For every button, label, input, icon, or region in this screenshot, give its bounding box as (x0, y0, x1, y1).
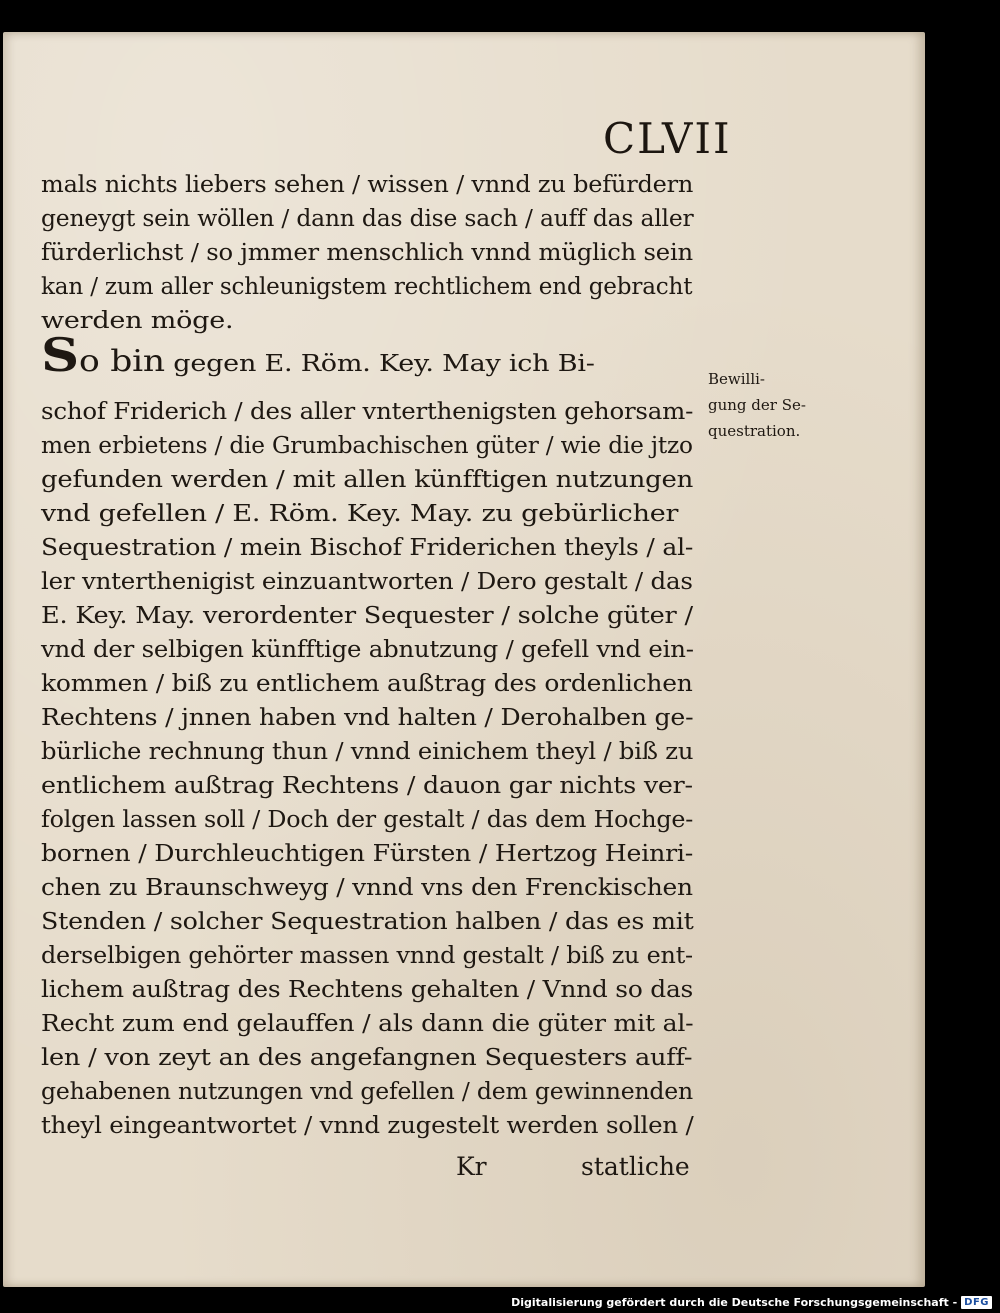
drop-initial: S (41, 328, 79, 382)
credit-text: Digitalisierung gefördert durch die Deutsche Forschungsgemeinschaft - (511, 1296, 958, 1309)
text-line: Stenden / solcher Sequestration halben / das es mit (41, 907, 694, 935)
folio-number: CLVII (603, 114, 732, 163)
text-line: entlichem außtrag Rechtens / dauon gar nichts ver- (41, 771, 693, 799)
paragraph-first-line (41, 328, 595, 382)
catchword: statliche (581, 1152, 690, 1181)
text-line: ler vnterthenigist einzuantworten / Dero gestalt / das (41, 567, 693, 595)
text-line: vnd gefellen / E. Röm. Key. May. zu gebürlicher (41, 499, 679, 527)
text-line: werden möge. (41, 306, 234, 334)
text-line: Recht zum end gelauffen / als dann die güter mit al- (41, 1009, 694, 1037)
book-page (3, 32, 925, 1287)
text-line: fürderlichst / so jmmer menschlich vnnd müglich sein (41, 238, 693, 266)
text-line: gefunden werden / mit allen künfftigen nutzungen (41, 465, 694, 493)
text-line: bornen / Durchleuchtigen Fürsten / Hertzog Heinri- (41, 839, 694, 867)
text-line: Rechtens / jnnen haben vnd halten / Derohalben ge- (41, 703, 694, 731)
text-line: lichem außtrag des Rechtens gehalten / Vnnd so das (41, 975, 694, 1003)
text-line: mals nichts liebers sehen / wissen / vnnd zu befürdern (41, 170, 694, 198)
text-line: kommen / biß zu entlichem außtrag des ordenlichen (41, 669, 693, 697)
text-line: geneygt sein wöllen / dann das dise sach / auff das aller (41, 204, 694, 232)
first-line-rest: gegen E. Röm. Key. May ich Bi- (164, 349, 595, 377)
text-line: folgen lassen soll / Doch der gestalt / das dem Hochge- (41, 805, 694, 833)
text-line: theyl eingeantwortet / vnnd zugestelt werden sollen / (41, 1111, 694, 1139)
text-line: derselbigen gehörter massen vnnd gestalt / biß zu ent- (41, 941, 693, 969)
margin-note-line: Bewilli- (708, 370, 765, 388)
text-line: vnd der selbigen künfftige abnutzung / gefell vnd ein- (41, 635, 694, 663)
text-line: schof Friderich / des aller vnterthenigsten gehorsam- (41, 397, 694, 425)
margin-note-line: questration. (708, 422, 801, 440)
text-line: Sequestration / mein Bischof Friderichen theyls / al- (41, 533, 694, 561)
text-line: men erbietens / die Grumbachischen güter / wie die jtzo (41, 431, 693, 459)
initial-words: o bin (78, 344, 165, 379)
text-line: kan / zum aller schleunigstem rechtlichem end gebracht (41, 272, 693, 300)
text-line: chen zu Braunschweyg / vnnd vns den Frenckischen (41, 873, 693, 901)
text-line: gehabenen nutzungen vnd gefellen / dem gewinnenden (41, 1077, 694, 1105)
text-line: E. Key. May. verordenter Sequester / solche güter / (41, 601, 693, 629)
text-line: len / von zeyt an des angefangnen Sequesters auff- (41, 1043, 693, 1071)
text-line: bürliche rechnung thun / vnnd einichem theyl / biß zu (41, 737, 694, 765)
dfg-logo: DFG (961, 1296, 992, 1309)
digitization-credit (511, 1296, 992, 1309)
margin-note-line: gung der Se- (708, 396, 806, 414)
signature-mark: Kr (456, 1152, 487, 1181)
